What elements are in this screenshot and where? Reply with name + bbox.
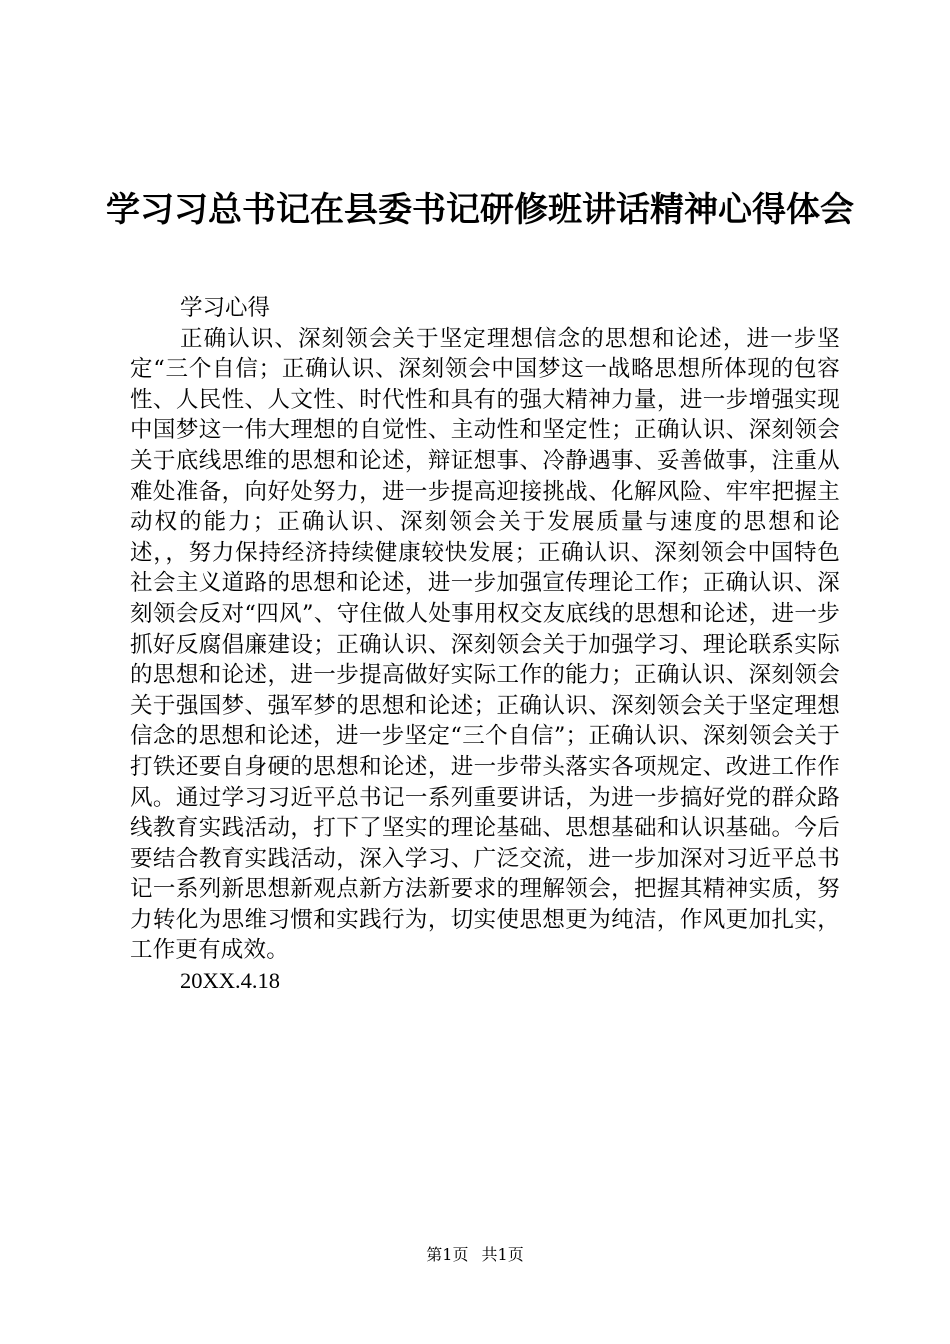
page-number-current: 第1页 <box>426 1245 469 1264</box>
page-footer <box>0 1245 950 1265</box>
document-title: 学习习总书记在县委书记研修班讲话精神心得体会 <box>106 190 854 230</box>
section-heading: 学习心得 <box>180 295 271 321</box>
body-paragraph: 正确认识、深刻领会关于坚定理想信念的思想和论述，进一步坚定“三个自信；正确认识、深刻领会中国梦这一战略思想所体现的包容性、人民性、人文性、时代性和具有的强大精神力量，进一步增强实现中国梦这一伟大理想的自觉性、主动性和坚定性；正确认识、深刻领会关于底线思维的思想和论述，辩证想事、冷静遇事、妥善做事，注重从难处准备，向好处努力，进一步提高迎接挑战、化解风险、牢牢把握主动权的能力；正确认识、深刻领会关于发展质量与速度的思想和论述，，努力保持经济持续健康较快发展；正确认识、深刻领会中国特色社会主义道路的思想和论述，进一步加强宣传理论工作；正确认识、深刻领会反对“四风”、守住做人处事用权交友底线的思想和论述，进一步抓好反腐倡廉建设；正确认识、深刻领会关于加强学习、理论联系实际的思想和论述，进一步提高做好实际工作的能力；正确认识、深刻领会关于强国梦、强军梦的思想和论述；正确认识、深刻领会关于坚定理想信念的思想和论述，进一步坚定“三个自信”；正确认识、深刻领会关于打铁还要自身硬的思想和论述，进一步带头落实各项规定、改进工作作风。通过学习习近平总书记一系列重要讲话，为进一步搞好党的群众路线教育实践活动，打下了坚实的理论基础、思想基础和认识基础。今后要结合教育实践活动，深入学习、广泛交流，进一步加深对习近平总书记一系列新思想新观点新方法新要求的理解领会，把握其精神实质，努力转化为思维习惯和实践行为，切实使思想更为纯洁，作风更加扎实，工作更有成效。 <box>130 325 840 964</box>
page-number-total: 共1页 <box>481 1245 524 1264</box>
document-body <box>130 293 840 997</box>
document-date: 20XX.4.18 <box>180 968 280 994</box>
